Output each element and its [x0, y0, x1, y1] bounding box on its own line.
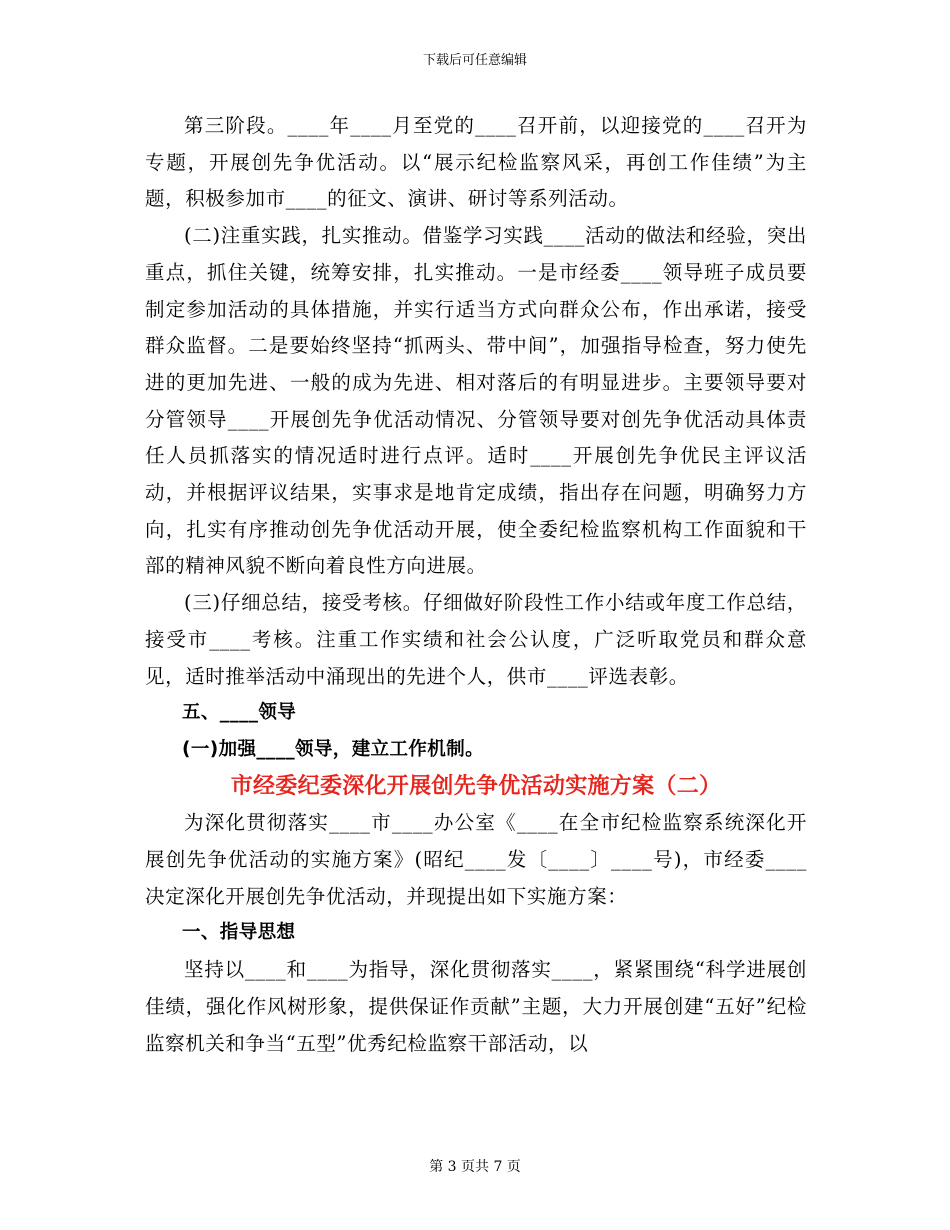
paragraph-practice: (二)注重实践，扎实推动。借鉴学习实践____活动的做法和经验，突出重点，抓住关键，统筹安排，扎实推动。一是市经委____领导班子成员要制定参加活动的具体措施，并实行适当方式向群众公布，作出承诺，接受群众监督。二是要始终坚持“抓两头、带中间”，加强指导检查，努力使先进的更加先进、一般的成为先进、相对落后的有明显进步。主要领导要对分管领导____开展创先争优活动情况、分管领导要对创先争优活动具体责任人员抓落实的情况适时进行点评。适时____开展创先争优民主评议活动，并根据评议结果，实事求是地肯定成绩，指出存在问题，明确努力方向，扎实有序推动创先争优活动开展，使全委纪检监察机构工作面貌和干部的精神风貌不断向着良性方向进展。: [145, 224, 807, 578]
paragraph-guiding: 坚持以____和____为指导，深化贯彻落实____，紧紧围绕“科学进展创佳绩，强化作风树形象，提供保证作贡献”主题，大力开展创建“五好”纪检监察机关和争当“五型”优秀纪检监察干部活动，以: [145, 958, 807, 1055]
section-heading-guiding: 一、指导思想: [182, 922, 296, 944]
subsection-heading: (一)加强____领导，建立工作机制。: [182, 738, 485, 760]
paragraph-summary: (三)仔细总结，接受考核。仔细做好阶段性工作小结或年度工作总结，接受市____考核。注重工作实绩和社会公认度，广泛听取党员和群众意见，适时推举活动中涌现出的先进个人，供市____评选表彰。: [145, 591, 807, 688]
section-heading-leadership: 五、____领导: [182, 702, 297, 724]
document-body: [145, 108, 807, 1062]
paragraph-stage-three: 第三阶段。____年____月至党的____召开前，以迎接党的____召开为专题，开展创先争优活动。以“展示纪检监察风采，再创工作佳绩”为主题，积极参加市____的征文、演讲、研讨等系列活动。: [145, 114, 807, 211]
document-title: 市经委纪委深化开展创先争优活动实施方案（二）: [230, 773, 722, 799]
paragraph-intro: 为深化贯彻落实____市____办公室《____在全市纪检监察系统深化开展创先争优活动的实施方案》(昭纪____发〔____〕____号)，市经委____决定深化开展创先争优活动，并现提出如下实施方案：: [145, 811, 807, 908]
page-footer: 第 3 页共 7 页: [429, 1159, 521, 1175]
page-header: 下载后可任意编辑: [422, 53, 527, 68]
